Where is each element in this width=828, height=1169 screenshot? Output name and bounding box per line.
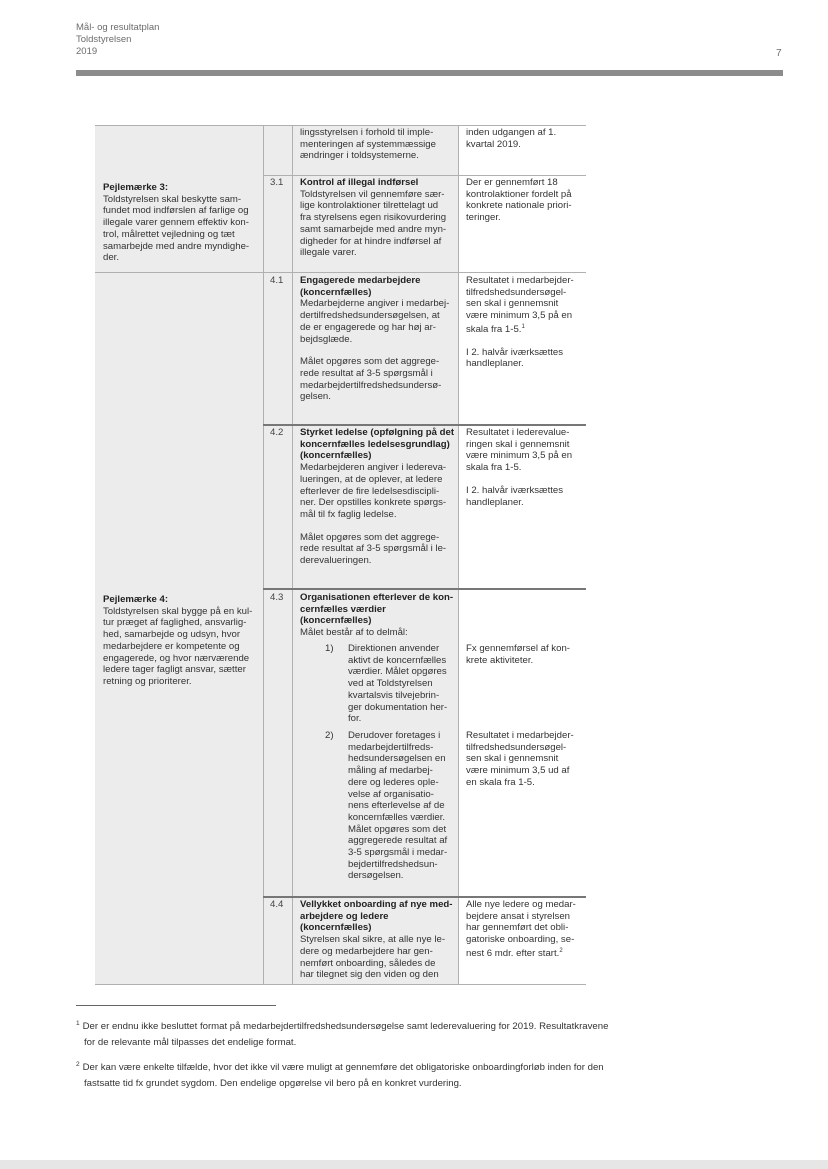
text-line: handleplaner. <box>466 358 524 370</box>
column-line <box>263 125 264 985</box>
column-line <box>292 125 293 985</box>
text-line: Medarbejderen angiver i ledereva- <box>300 462 447 474</box>
text-line: Resultatet i medarbejder- <box>466 730 574 741</box>
criteria-cell <box>466 275 586 370</box>
goal-title: Kontrol af illegal indførsel <box>300 177 419 188</box>
desc-cell <box>300 127 458 162</box>
text-line: Målet opgøres som det aggrege- <box>300 356 440 368</box>
text-line: Direktionen anvender <box>348 643 440 654</box>
text-line: teringer. <box>466 212 501 224</box>
pejlemaerke-3 <box>103 182 263 264</box>
goal-number: 3.1 <box>270 177 284 188</box>
text-line: Alle nye ledere og medar- <box>466 899 576 910</box>
goal-title: Styrket ledelse (opfølgning på det <box>300 427 455 438</box>
footnote-text: for de relevante mål tilpasses det endelige format. <box>84 1037 297 1048</box>
goal-number: 4.3 <box>270 592 284 603</box>
text-line: gatoriske onboarding, se- <box>466 934 575 946</box>
list-number: 1) <box>325 643 334 654</box>
row-line <box>263 175 586 176</box>
text-line: I 2. halvår iværksættes <box>466 484 564 496</box>
scan-edge <box>0 1160 828 1169</box>
text-line: de er engagerede og har høj ar- <box>300 321 436 333</box>
text-line: fra styrelsens egen risikovurdering <box>300 212 447 224</box>
text-line: Styrelsen skal sikre, at alle nye le- <box>300 934 446 946</box>
text-line: engagerede, og hvor nærværende <box>103 652 250 664</box>
footnote-mark: 1 <box>76 1020 80 1027</box>
pejlemaerke-title: Pejlemærke 3: <box>103 182 169 193</box>
text-line: dere og lederes ople- <box>348 776 439 788</box>
text-line: konkrete nationale priori- <box>466 200 572 212</box>
goal-title: (koncernfælles) <box>300 615 372 627</box>
footnote-2 <box>76 1057 636 1092</box>
goal-title: Vellykket onboarding af nye med- <box>300 899 453 910</box>
list-number: 2) <box>325 730 334 741</box>
goals-table <box>95 125 586 985</box>
row-line <box>263 896 586 898</box>
header-line: Toldstyrelsen <box>76 34 132 45</box>
list-item <box>348 643 458 725</box>
header-line: Mål- og resultatplan <box>76 22 160 33</box>
text-line: handleplaner. <box>466 496 524 508</box>
pejlemaerke-title: Pejlemærke 4: <box>103 594 169 605</box>
text-line: tilfredshedsundersøgel- <box>466 286 567 298</box>
goal-title: Engagerede medarbejdere <box>300 275 421 286</box>
document-header <box>76 22 159 58</box>
text-line: tilfredshedsundersøgel- <box>466 741 567 753</box>
header-line: 2019 <box>76 46 98 57</box>
text-line: trol, målrettet vejledning og tæt <box>103 228 235 240</box>
goal-title: koncernfælles ledelsesgrundlag) <box>300 438 450 450</box>
text-line: aktivt de koncernfælles <box>348 654 447 666</box>
text-line: ner. Der opstilles konkrete spørgs- <box>300 497 447 509</box>
footnote-text: Der er endnu ikke besluttet format på medarbejdertilfredshedsundersøgelse samt lederevaluering for 2019. Resultatkravene <box>82 1021 609 1032</box>
text-line: for. <box>348 713 362 725</box>
footnote-1 <box>76 1016 636 1051</box>
text-line: Fx gennemførsel af kon- <box>466 643 570 654</box>
text-line: aggregerede resultat af <box>348 835 448 847</box>
text-line: dere og medarbejdere har gen- <box>300 945 433 957</box>
text-line: retning og prioriterer. <box>103 675 192 687</box>
text-line: gelsen. <box>300 391 331 403</box>
text-line: Toldstyrelsen skal beskytte sam- <box>103 193 242 205</box>
text-line: rede resultat af 3-5 spørgsmål i le- <box>300 543 447 555</box>
text-line: fundet mod indførslen af farlige og <box>103 205 249 217</box>
desc-cell <box>300 427 458 567</box>
text-line: sen skal i gennemsnit <box>466 753 559 765</box>
footnote-mark: 2 <box>76 1061 80 1068</box>
text-line: ledere tager fagligt ansvar, sætter <box>103 664 246 676</box>
column-shade <box>263 125 292 985</box>
text-line: illegale varer gennem effektiv kon- <box>103 217 249 229</box>
text-line: dersøgelsen. <box>348 870 404 882</box>
text-line: bejdertilfredshedsun- <box>348 858 438 870</box>
text-line: Medarbejderne angiver i medarbej- <box>300 298 450 310</box>
text-line: velse af organisatio- <box>348 788 434 800</box>
desc-cell <box>300 275 458 403</box>
text-line: har tilegnet sig den viden og den <box>300 969 439 981</box>
text-line: Målet opgøres som det aggrege- <box>300 531 440 543</box>
text-line: måling af medarbej- <box>348 765 433 777</box>
text-line: dertilfredshedsundersøgelsen, at <box>300 310 440 322</box>
text-line: Derudover foretages i <box>348 730 441 741</box>
goal-number: 4.1 <box>270 275 284 286</box>
row-line <box>263 424 586 426</box>
goal-title: (koncernfælles) <box>300 450 372 462</box>
page-number: 7 <box>776 48 782 59</box>
text-line: kvartal 2019. <box>466 138 521 150</box>
footnote-rule <box>76 1005 276 1006</box>
text-line: bejdere ansat i styrelsen <box>466 910 570 922</box>
desc-cell <box>300 177 458 259</box>
text-line: der. <box>103 252 120 264</box>
text-line: værdier. Målet opgøres <box>348 666 447 678</box>
text-line: lige kontrolaktioner tilrettelagt ud <box>300 200 439 212</box>
text-line: sen skal i gennemsnit <box>466 298 559 310</box>
row-line <box>95 125 586 126</box>
text-line: digheder for at hindre indførsel af <box>300 235 442 247</box>
text-line: Toldstyrelsen vil gennemføre sær- <box>300 188 445 200</box>
text-line: være minimum 3,5 på en <box>466 450 573 462</box>
header-rule <box>76 70 783 76</box>
text-line: rede resultat af 3-5 spørgsmål i <box>300 367 433 379</box>
goal-title: Organisationen efterlever de kon- <box>300 592 454 603</box>
text-line: ved at Toldstyrelsen <box>348 678 433 690</box>
text-line: være minimum 3,5 ud af <box>466 765 570 777</box>
text-line: inden udgangen af 1. <box>466 127 557 138</box>
text-line: Toldstyrelsen skal bygge på en kul- <box>103 605 253 617</box>
criteria-cell <box>466 643 586 666</box>
text-line: Målet består af to delmål: <box>300 627 408 639</box>
footnote-text: fastsatte tid fx grundet sygdom. Den endelige opgørelse vil bero på en konkret vurdering. <box>84 1078 462 1089</box>
text-line: skala fra 1-5. <box>466 324 522 335</box>
criteria-cell <box>466 427 586 508</box>
text-line: 3-5 spørgsmål i medar- <box>348 847 448 859</box>
text-line: være minimum 3,5 på en <box>466 310 573 322</box>
text-line: kontrolaktioner fordelt på <box>466 188 572 200</box>
text-line: medarbejdertilfredshedsundersø- <box>300 379 442 391</box>
text-line: hed, samarbejde og udsyn, hvor <box>103 629 241 641</box>
text-line: Resultatet i lederevalue- <box>466 427 570 438</box>
text-line: skala fra 1-5. <box>466 462 522 474</box>
footnote-ref: 2 <box>559 947 563 954</box>
criteria-cell <box>466 899 586 960</box>
text-line: ændringer i toldsystemerne. <box>300 150 419 162</box>
text-line: kvartalsvis tilvejebrin- <box>348 689 440 701</box>
text-line: samt samarbejde med andre myn- <box>300 223 447 235</box>
text-line: en skala fra 1-5. <box>466 776 535 788</box>
text-line: I 2. halvår iværksættes <box>466 346 564 358</box>
footnote-ref: 1 <box>521 323 525 330</box>
footnote-text: Der kan være enkelte tilfælde, hvor det ikke vil være muligt at gennemføre det obligatoriske onboardingforløb inden for den <box>82 1062 604 1073</box>
text-line: ger dokumentation her- <box>348 701 448 713</box>
row-line <box>263 588 586 590</box>
pejlemaerke-4 <box>103 594 263 688</box>
text-line: tur præget af faglighed, ansvarlig- <box>103 617 247 629</box>
row-line <box>95 984 586 985</box>
goal-number: 4.4 <box>270 899 284 910</box>
text-line: derevalueringen. <box>300 555 372 567</box>
text-line: lueringen, at de oplever, at ledere <box>300 473 443 485</box>
text-line: nens efterlevelse af de <box>348 800 445 812</box>
row-line <box>95 272 586 273</box>
criteria-cell <box>466 127 586 150</box>
text-line: ringen skal i gennemsnit <box>466 438 570 450</box>
text-line: Der er gennemført 18 <box>466 177 558 188</box>
text-line: mål til fx faglig ledelse. <box>300 508 397 520</box>
text-line: Resultatet i medarbejder- <box>466 275 574 286</box>
desc-cell <box>300 592 458 639</box>
goal-number: 4.2 <box>270 427 284 438</box>
desc-cell <box>300 899 458 981</box>
criteria-cell <box>466 177 586 224</box>
goal-title: cernfælles værdier <box>300 603 386 615</box>
text-line: nemført onboarding, således de <box>300 957 436 969</box>
text-line: menteringen af systemmæssige <box>300 138 436 150</box>
column-line <box>458 125 459 985</box>
criteria-cell <box>466 730 586 789</box>
text-line: efterlever de fire ledelsesdiscipli- <box>300 485 440 497</box>
text-line: nest 6 mdr. efter start. <box>466 948 560 959</box>
text-line: lingsstyrelsen i forhold til imple- <box>300 127 434 138</box>
text-line: hedsundersøgelsen en <box>348 753 446 765</box>
text-line: illegale varer. <box>300 247 357 259</box>
text-line: Målet opgøres som det <box>348 823 447 835</box>
text-line: krete aktiviteter. <box>466 654 534 666</box>
text-line: koncernfælles værdier. <box>348 811 446 823</box>
goal-title: (koncernfælles) <box>300 286 372 298</box>
text-line: medarbejdere er kompetente og <box>103 640 240 652</box>
goal-title: arbejdere og ledere <box>300 910 389 922</box>
text-line: samarbejde med andre myndighe- <box>103 240 250 252</box>
text-line: bejdsglæde. <box>300 333 353 345</box>
list-item <box>348 730 458 882</box>
goal-title: (koncernfælles) <box>300 922 372 934</box>
text-line: har gennemført det obli- <box>466 922 569 934</box>
text-line: medarbejdertilfreds- <box>348 741 434 753</box>
